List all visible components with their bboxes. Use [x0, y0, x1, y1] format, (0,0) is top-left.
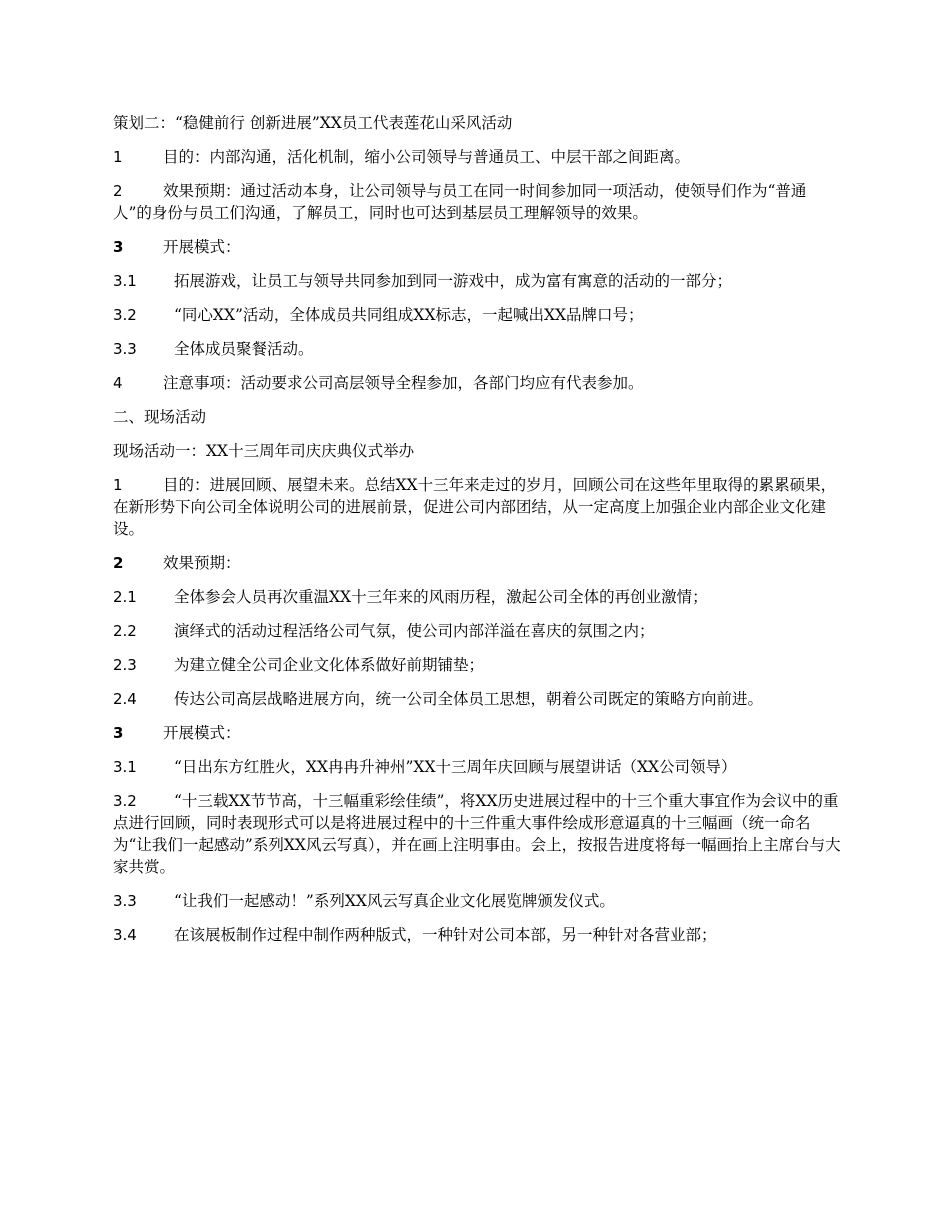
item-text: 目的：进展回顾、展望未来。总结XX十三年来走过的岁月，回顾公司在这些年里取得的累累硕果，在新形势下向公司全体说明公司的进展前景，促进公司内部团结，从一定高度上加强企业内部企业文化建设。	[113, 476, 837, 538]
list-item	[113, 270, 841, 292]
list-item	[113, 146, 841, 168]
item-number: 2.2	[113, 622, 137, 640]
item-number: 3	[113, 238, 124, 256]
section-heading: 二、现场活动	[113, 408, 207, 426]
item-text: 效果预期：	[163, 554, 241, 572]
item-number: 2	[113, 554, 124, 572]
item-text: 开展模式：	[163, 238, 241, 256]
list-item	[113, 890, 841, 912]
item-text: 效果预期：通过活动本身，让公司领导与员工在同一时间参加同一项活动，使领导们作为“普通人”的身份与员工们沟通，了解员工，同时也可达到基层员工理解领导的效果。	[113, 182, 807, 222]
item-number: 3.1	[113, 272, 137, 290]
item-text: “日出东方红胜火，XX冉冉升神州”XX十三周年庆回顾与展望讲话（XX公司领导）	[174, 758, 737, 776]
item-number: 1	[113, 476, 123, 494]
item-text: “让我们一起感动！”系列XX风云写真企业文化展览牌颁发仪式。	[174, 892, 615, 910]
list-item	[113, 586, 841, 608]
item-number: 3.2	[113, 306, 137, 324]
item-number: 3	[113, 724, 124, 742]
list-item	[113, 722, 841, 744]
list-item	[113, 552, 841, 574]
item-text: 演绎式的活动过程活络公司气氛，使公司内部洋溢在喜庆的氛围之内；	[174, 622, 655, 640]
item-number: 3.4	[113, 926, 137, 944]
list-item	[113, 236, 841, 258]
item-number: 2.3	[113, 656, 137, 674]
item-text: “十三载XX节节高，十三幅重彩绘佳绩”，将XX历史进展过程中的十三个重大事宜作为会议中的重点进行回顾，同时表现形式可以是将进展过程中的十三件重大事件绘成形意逼真的十三幅画（统一命名为“让我们一起感动”系列XX风云写真），并在画上注明事由。会上，按报告进度将每一幅画抬上主席台与大家共赏。	[113, 792, 841, 876]
item-text: 为建立健全公司企业文化体系做好前期铺垫；	[174, 656, 485, 674]
item-text: 传达公司高层战略进展方向，统一公司全体员工思想，朝着公司既定的策略方向前进。	[174, 690, 764, 708]
list-item	[113, 688, 841, 710]
item-text: 开展模式：	[163, 724, 241, 742]
item-number: 3.3	[113, 892, 137, 910]
item-text: 全体参会人员再次重温XX十三年来的风雨历程，激起公司全体的再创业激情；	[174, 588, 708, 606]
item-number: 3.1	[113, 758, 137, 776]
list-item	[113, 924, 841, 946]
list-item	[113, 180, 841, 224]
item-number: 2	[113, 182, 123, 200]
item-text: 全体成员聚餐活动。	[174, 340, 314, 358]
item-text: 拓展游戏，让员工与领导共同参加到同一游戏中，成为富有寓意的活动的一部分；	[174, 272, 733, 290]
list-item	[113, 790, 841, 878]
item-number: 2.4	[113, 690, 137, 708]
item-text: 在该展板制作过程中制作两种版式，一种针对公司本部，另一种针对各营业部；	[174, 926, 717, 944]
item-number: 3.3	[113, 340, 137, 358]
list-item	[113, 304, 841, 326]
list-item	[113, 372, 841, 394]
activity-heading: 现场活动一：XX十三周年司庆庆典仪式举办	[113, 442, 415, 460]
list-item	[113, 654, 841, 676]
list-item	[113, 756, 841, 778]
list-item	[113, 474, 841, 540]
item-text: 注意事项：活动要求公司高层领导全程参加，各部门均应有代表参加。	[163, 374, 644, 392]
plan-two-heading: 策划二：“稳健前行 创新进展”XX员工代表莲花山采风活动	[113, 114, 513, 132]
list-item	[113, 620, 841, 642]
item-number: 4	[113, 374, 123, 392]
item-number: 3.2	[113, 792, 137, 810]
item-number: 2.1	[113, 588, 137, 606]
document-page	[113, 112, 841, 958]
item-text: “同心XX”活动，全体成员共同组成XX标志，一起喊出XX品牌口号；	[174, 306, 644, 324]
list-item	[113, 338, 841, 360]
item-number: 1	[113, 148, 123, 166]
item-text: 目的：内部沟通，活化机制，缩小公司领导与普通员工、中层干部之间距离。	[163, 148, 691, 166]
